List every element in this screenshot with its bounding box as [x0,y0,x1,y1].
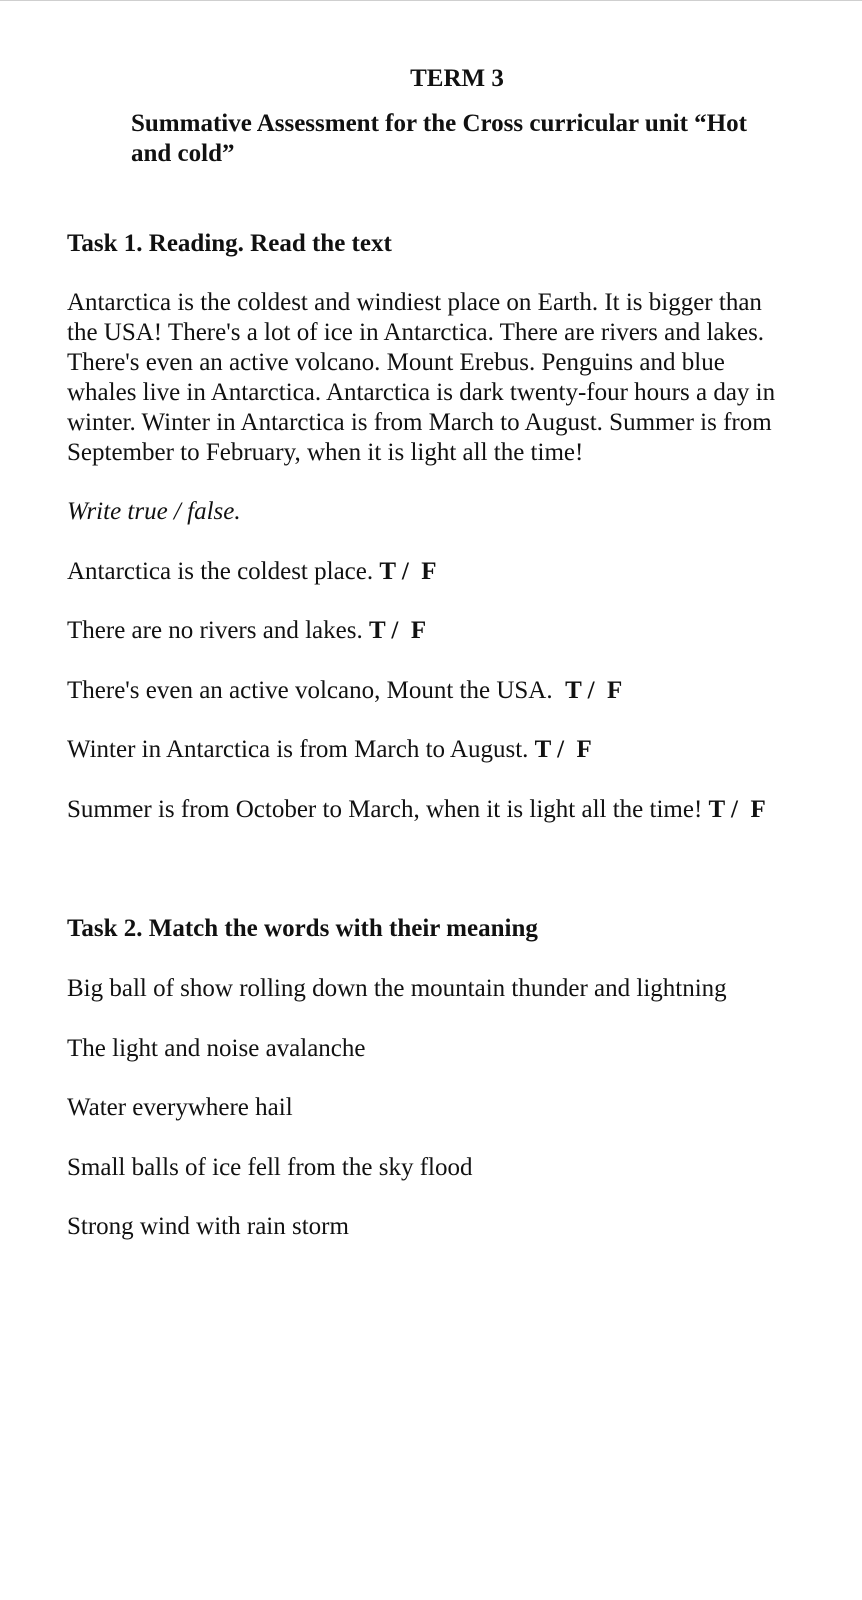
match-line: Small balls of ice fell from the sky flood [67,1154,473,1181]
statement-item [67,557,797,587]
reading-text: Antarctica is the coldest and windiest place on Earth. It is bigger than the USA! There's a lot of ice in Antarctica. There are rivers and lakes. There's even an active volcano. Mount Erebus. Penguins and blue whales live in Antarctica. Antarctica is dark twenty-four hours a day in winter. Winter in Antarctica is from March to August. Summer is from September to February, when it is light all the time! [67,289,776,466]
true-false-choice[interactable]: T / F [708,796,766,823]
task1-heading: Task 1. Reading. Read the text [67,230,392,257]
statement-text: There are no rivers and lakes. [67,617,369,644]
true-false-choice[interactable]: T / F [379,558,437,585]
statement-text: There's even an active volcano, Mount the USA. [67,677,566,704]
statement-text: Summer is from October to March, when it is light all the time! [67,796,709,823]
match-line: Strong wind with rain storm [67,1213,349,1240]
match-line: Big ball of show rolling down the mountain thunder and lightning [67,975,727,1002]
task2-heading: Task 2. Match the words with their meaning [67,915,538,942]
statement-item [67,735,797,765]
statement-item [67,795,787,825]
match-line: The light and noise avalanche [67,1035,366,1062]
statement-text: Antarctica is the coldest place. [67,558,380,585]
statement-item [67,676,797,706]
assessment-subtitle: Summative Assessment for the Cross curricular unit “Hot and cold” [131,110,747,167]
true-false-instruction: Write true / false. [67,498,241,525]
true-false-choice[interactable]: T / F [534,736,592,763]
true-false-choice[interactable]: T / F [368,617,427,644]
statement-text: Winter in Antarctica is from March to August. [67,736,535,763]
term-title: TERM 3 [410,65,504,92]
true-false-choice[interactable]: T / F [565,677,623,704]
match-line: Water everywhere hail [67,1094,293,1121]
statement-item [67,616,797,646]
top-border [0,0,862,1]
